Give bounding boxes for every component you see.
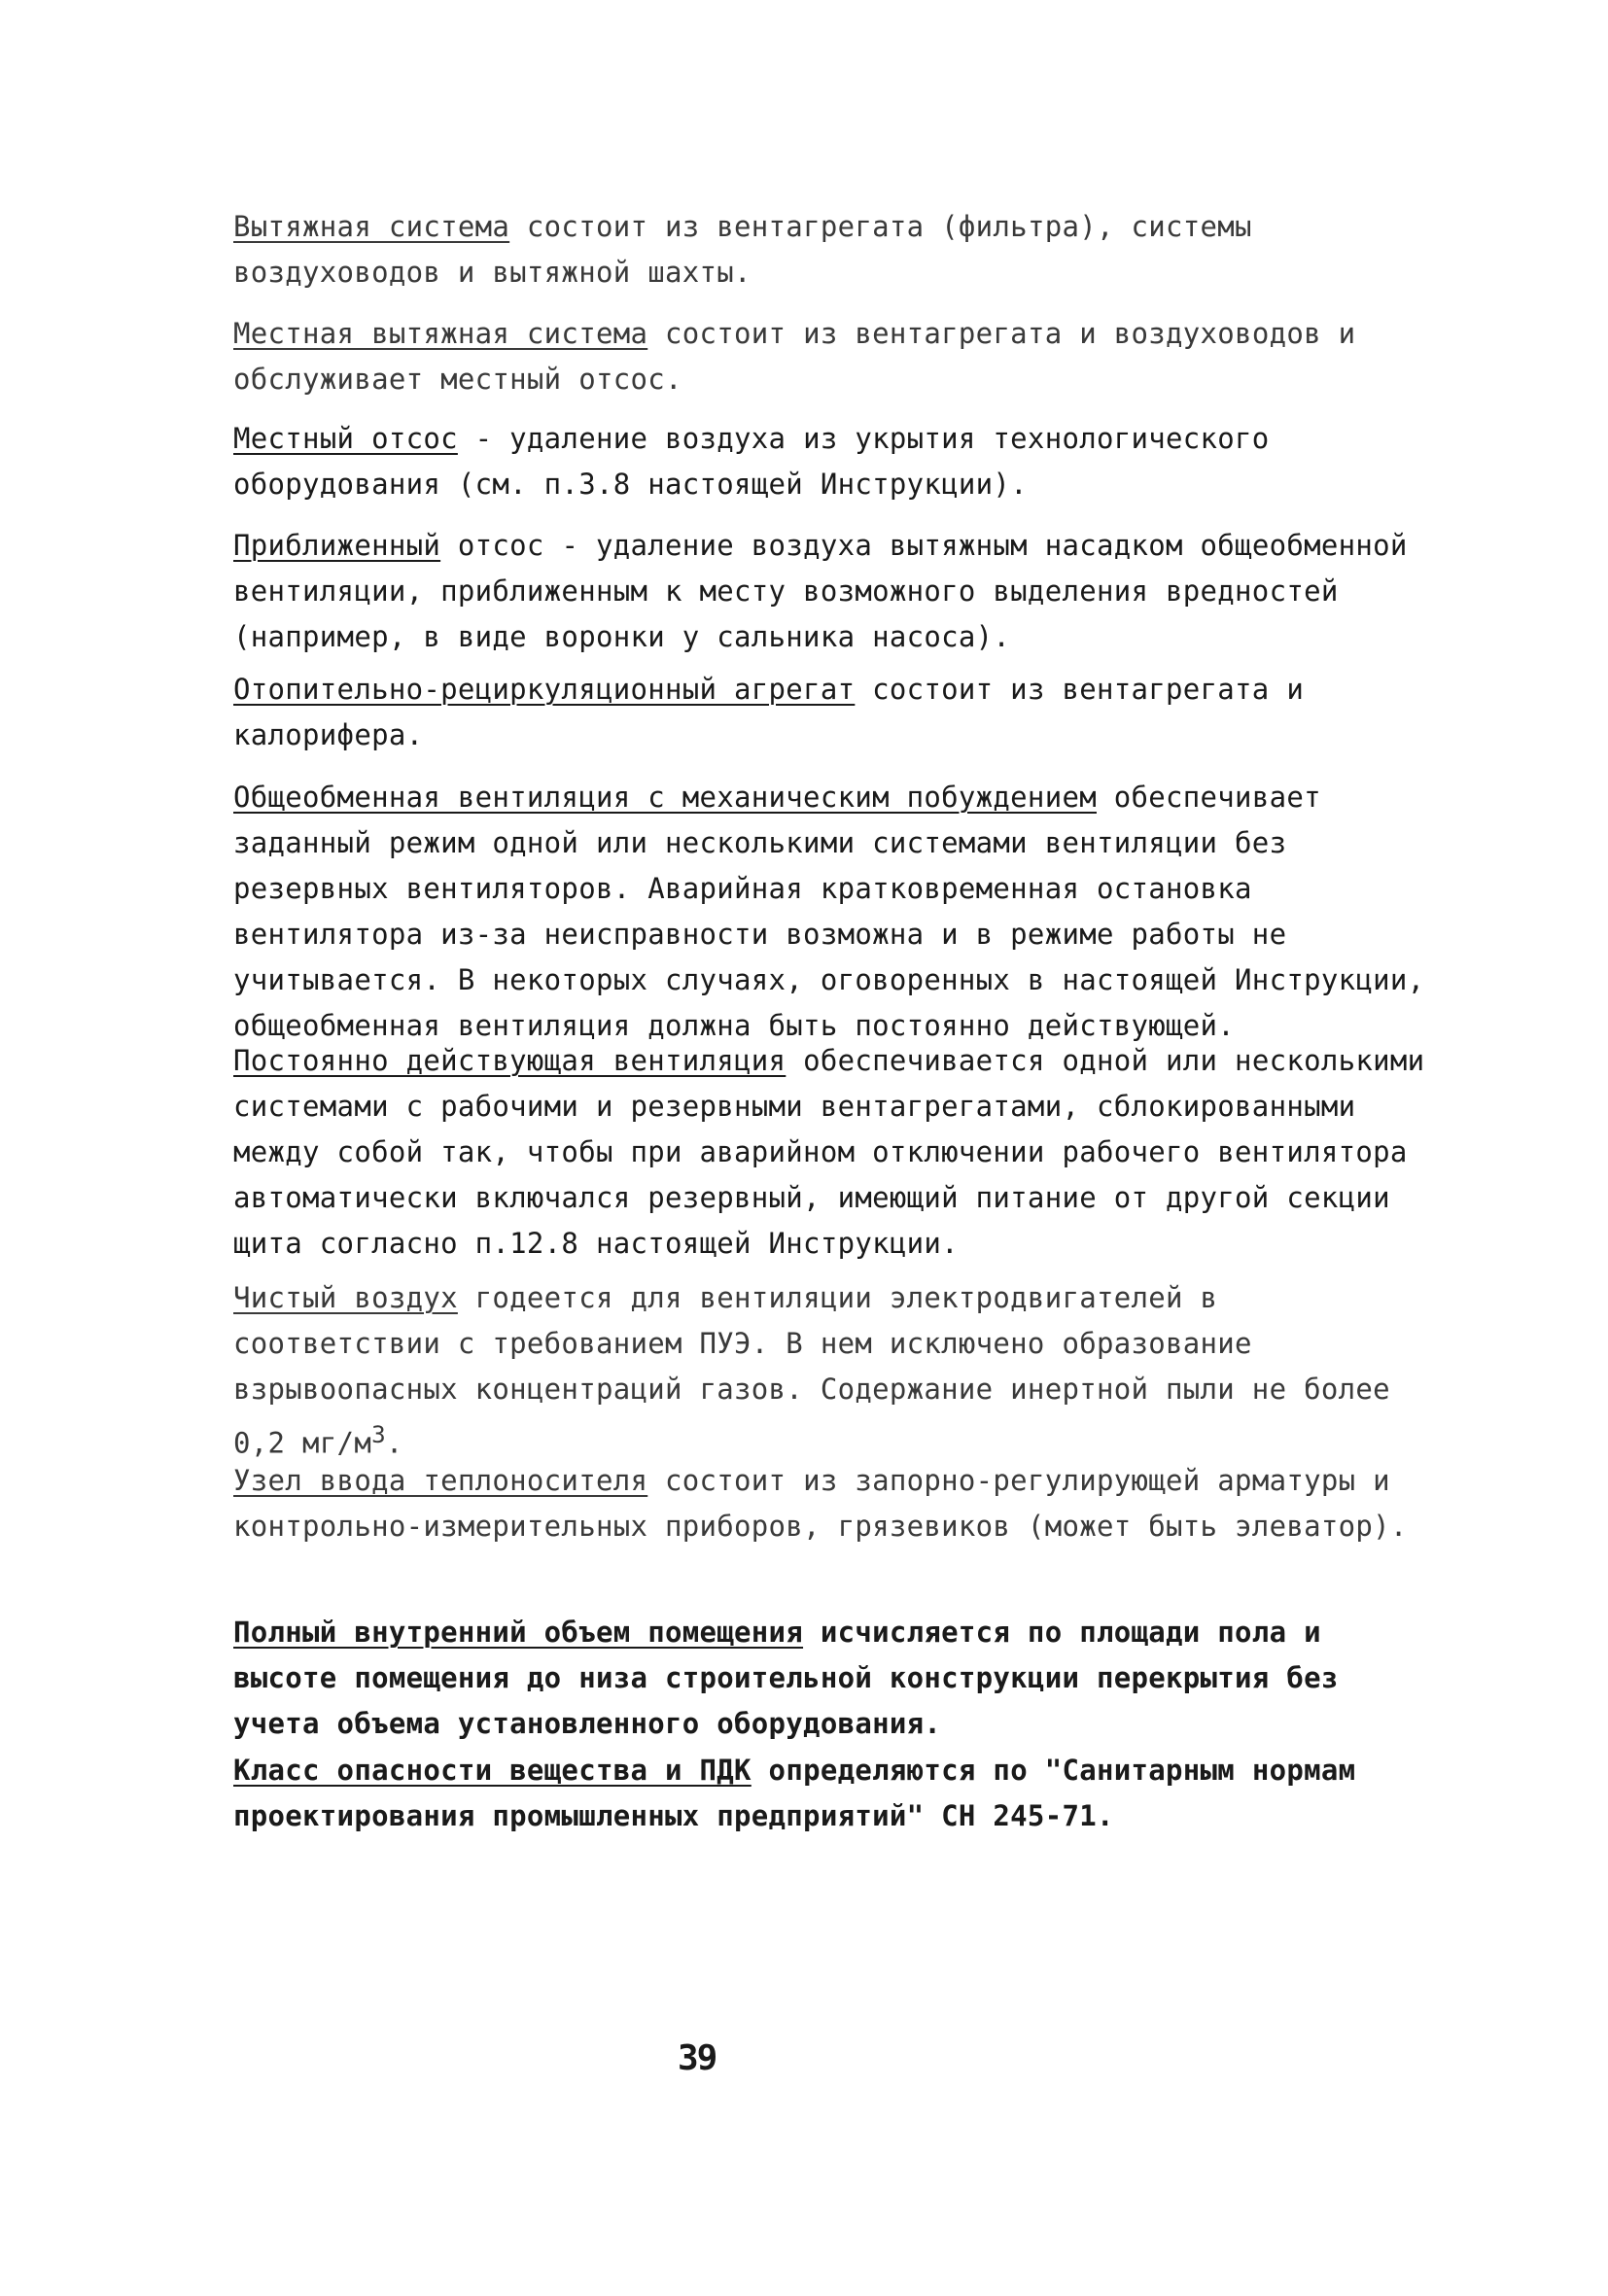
definition-text: исчисляется по площади пола и высоте помещения до низа строительной конструкции перекрытия без учета объема установленного оборудования. (233, 1616, 1339, 1740)
page-number: 39 (678, 2038, 717, 2078)
paragraph-recirculation-unit (233, 667, 1439, 758)
definition-text: обеспечивается одной или несколькими системами с рабочими и резервными вентагрегатами, сблокированными между собой так, чтобы при аварийном отключении рабочего вентилятора автоматически включался резервный, имеющий питание от другой секции щита согласно п.12.8 настоящей Инструкции. (233, 1044, 1425, 1260)
term: Узел ввода теплоносителя (233, 1464, 648, 1497)
superscript: 3 (371, 1421, 386, 1448)
paragraph-room-volume (233, 1610, 1439, 1747)
definition-text: отсос - удаление воздуха вытяжным насадком общеобменной вентиляции, приближенным к месту возможного выделения вредностей (например, в виде воронки у сальника насоса). (233, 529, 1408, 653)
paragraph-hazard-class (233, 1748, 1439, 1839)
term: Постоянно действующая вентиляция (233, 1044, 787, 1077)
paragraph-general-ventilation (233, 775, 1439, 1049)
term: Отопительно-рециркуляционный агрегат (233, 673, 856, 706)
definition-text: годеется для вентиляции электродвигателей в соответствии с требованием ПУЭ. В нем исключено образование взрывоопасных концентраций газов. Содержание инертной пыли не более 0,2 мг/м (233, 1281, 1390, 1460)
paragraph-permanent-ventilation (233, 1038, 1439, 1267)
paragraph-heat-input-node (233, 1458, 1439, 1549)
definition-tail: . (385, 1426, 403, 1460)
definition-text: определяются по "Санитарным нормам проектирования промышленных предприятий" СН 245-71. (233, 1754, 1356, 1832)
paragraph-exhaust-system (233, 204, 1439, 296)
definition-text: - удаление воздуха из укрытия технологического оборудования (см. п.3.8 настоящей Инструкции). (233, 422, 1270, 501)
term: Вытяжная система (233, 210, 510, 243)
paragraph-approximate-suction (233, 523, 1439, 660)
definition-text: состоит из вентагрегата и калорифера. (233, 673, 1305, 751)
term: Местный отсос (233, 422, 458, 455)
definition-text: обеспечивает заданный режим одной или несколькими системами вентиляции без резервных вентиляторов. Аварийная кратковременная остановка вентилятора из-за неисправности возможна и в режиме работы не учитывается. В некоторых случаях, оговоренных в настоящей Инструкции, общеобменная вентиляция должна быть постоянно действующей. (233, 781, 1425, 1042)
definition-text: состоит из запорно-регулирующей арматуры и контрольно-измерительных приборов, грязевиков (может быть элеватор). (233, 1464, 1408, 1543)
term: Чистый воздух (233, 1281, 458, 1314)
term: Общеобменная вентиляция с механическим побуждением (233, 781, 1097, 814)
paragraph-local-exhaust-system (233, 311, 1439, 402)
definition-text: состоит из вентагрегата (фильтра), системы воздуховодов и вытяжной шахты. (233, 210, 1252, 289)
term: Полный внутренний объем помещения (233, 1616, 804, 1649)
term: Местная вытяжная система (233, 317, 648, 350)
term: Класс опасности вещества и ПДК (233, 1754, 752, 1787)
paragraph-local-suction (233, 416, 1439, 507)
paragraph-clean-air (233, 1275, 1439, 1467)
definition-text: состоит из вентагрегата и воздуховодов и обслуживает местный отсос. (233, 317, 1356, 396)
term: Приближенный (233, 529, 441, 562)
